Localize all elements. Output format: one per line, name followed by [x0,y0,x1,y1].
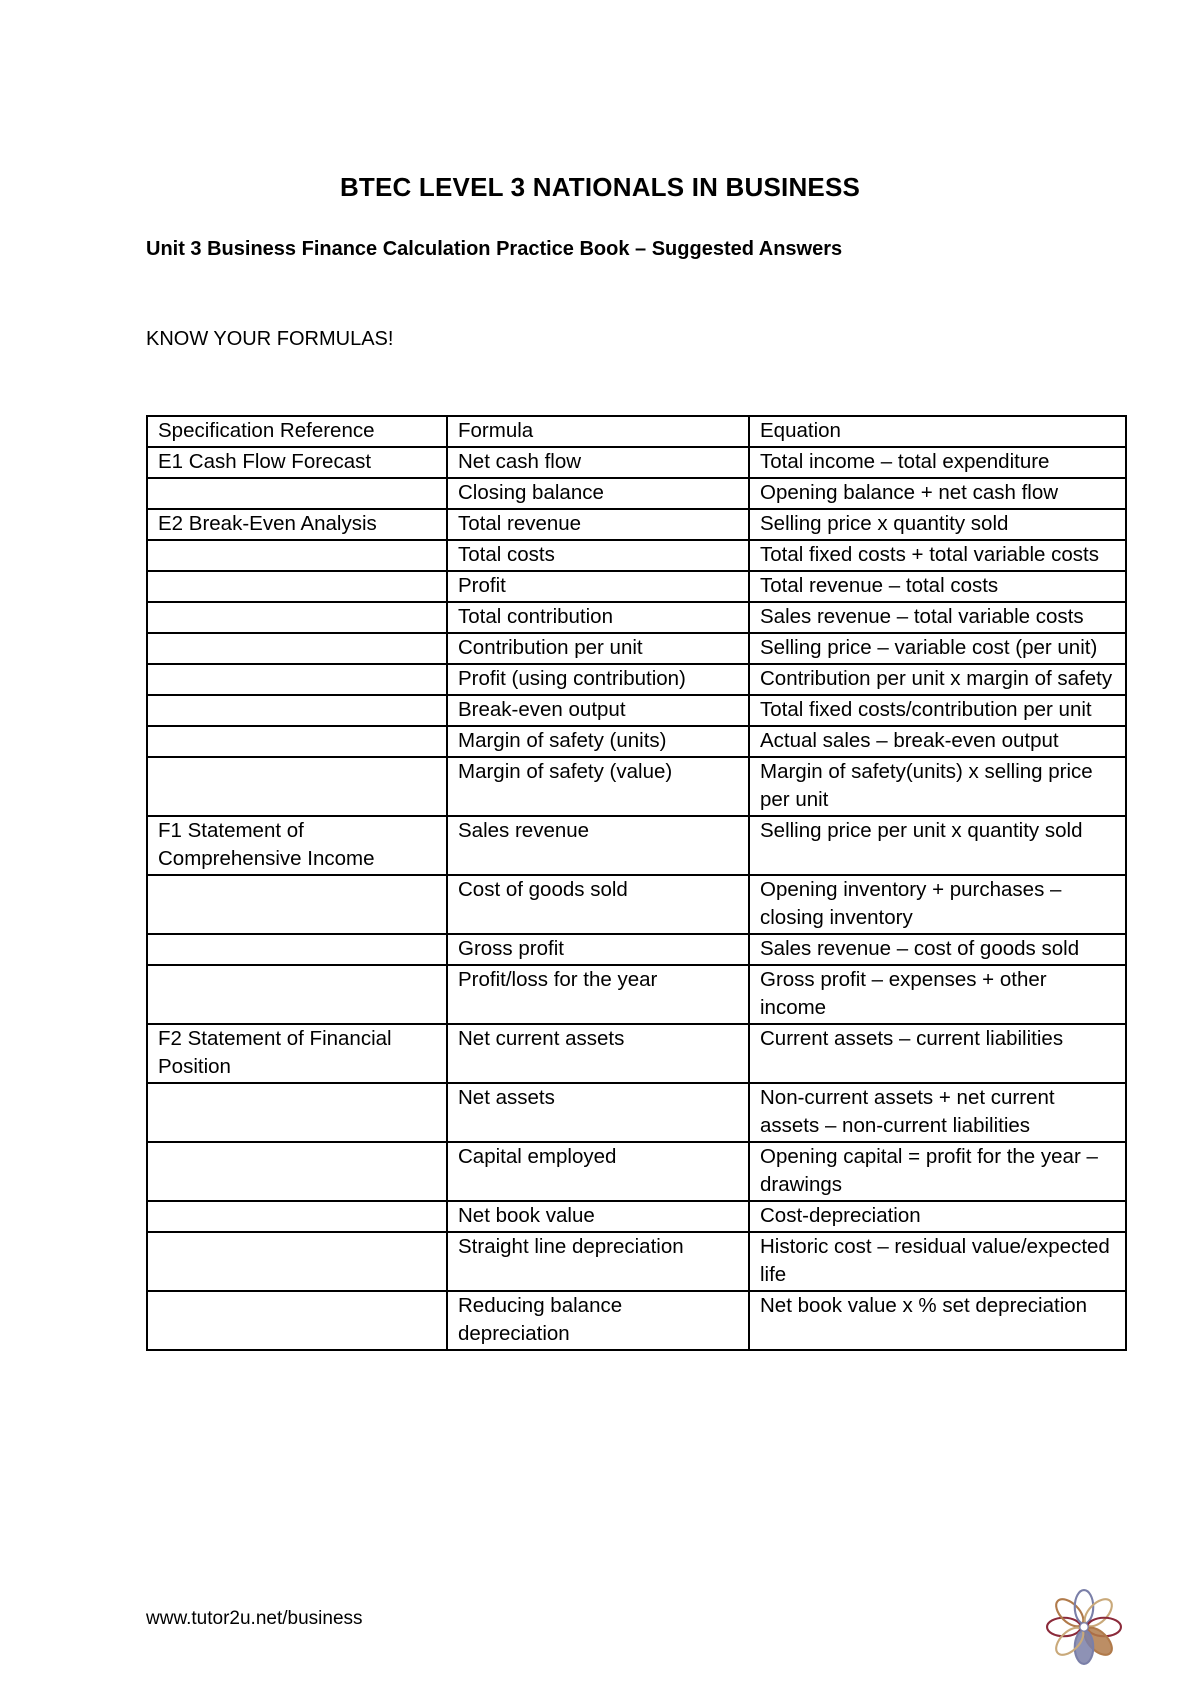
equation-cell: Total revenue – total costs [749,571,1126,602]
equation-cell: Sales revenue – total variable costs [749,602,1126,633]
table-header-row [147,416,1126,447]
equation-cell: Actual sales – break-even output [749,726,1126,757]
formula-cell: Margin of safety (value) [447,757,749,816]
formula-cell: Total revenue [447,509,749,540]
formula-cell: Margin of safety (units) [447,726,749,757]
formula-cell: Break-even output [447,695,749,726]
spec-reference-cell [147,1083,447,1142]
spec-reference-cell [147,695,447,726]
table-row [147,478,1126,509]
table-row [147,934,1126,965]
header-equation: Equation [749,416,1126,447]
formulas-table [146,415,1127,1351]
footer-url[interactable]: www.tutor2u.net/business [146,1608,363,1629]
formula-cell: Cost of goods sold [447,875,749,934]
spec-reference-cell [147,602,447,633]
page-subtitle: Unit 3 Business Finance Calculation Practice Book – Suggested Answers [146,238,843,260]
header-spec-reference: Specification Reference [147,416,447,447]
table-row [147,1083,1126,1142]
equation-cell: Total fixed costs + total variable costs [749,540,1126,571]
equation-cell: Selling price – variable cost (per unit) [749,633,1126,664]
table-row [147,540,1126,571]
equation-cell: Opening balance + net cash flow [749,478,1126,509]
spec-reference-cell: E2 Break-Even Analysis [147,509,447,540]
table-row [147,1024,1126,1083]
equation-cell: Opening capital = profit for the year – drawings [749,1142,1126,1201]
formula-cell: Profit [447,571,749,602]
table-row [147,447,1126,478]
spec-reference-cell [147,965,447,1024]
spec-reference-cell [147,726,447,757]
equation-cell: Total fixed costs/contribution per unit [749,695,1126,726]
table-row [147,726,1126,757]
table-row [147,1232,1126,1291]
formula-cell: Net current assets [447,1024,749,1083]
table-row [147,965,1126,1024]
flower-logo-icon [1042,1585,1126,1669]
formula-cell: Closing balance [447,478,749,509]
spec-reference-cell [147,540,447,571]
table-row [147,757,1126,816]
equation-cell: Opening inventory + purchases – closing inventory [749,875,1126,934]
table-row [147,816,1126,875]
header-formula: Formula [447,416,749,447]
formula-cell: Sales revenue [447,816,749,875]
formula-cell: Net book value [447,1201,749,1232]
table-row [147,571,1126,602]
spec-reference-cell: E1 Cash Flow Forecast [147,447,447,478]
formula-cell: Total costs [447,540,749,571]
spec-reference-cell [147,1142,447,1201]
page-title: BTEC LEVEL 3 NATIONALS IN BUSINESS [339,172,861,202]
equation-cell: Current assets – current liabilities [749,1024,1126,1083]
formula-cell: Capital employed [447,1142,749,1201]
section-heading: KNOW YOUR FORMULAS! [146,328,394,350]
table-row [147,695,1126,726]
formula-cell: Reducing balance depreciation [447,1291,749,1350]
formula-cell: Straight line depreciation [447,1232,749,1291]
spec-reference-cell: F1 Statement of Comprehensive Income [147,816,447,875]
formula-cell: Net assets [447,1083,749,1142]
table-row [147,1142,1126,1201]
spec-reference-cell [147,664,447,695]
spec-reference-cell [147,934,447,965]
equation-cell: Margin of safety(units) x selling price per unit [749,757,1126,816]
formula-cell: Total contribution [447,602,749,633]
spec-reference-cell [147,1291,447,1350]
equation-cell: Selling price x quantity sold [749,509,1126,540]
equation-cell: Selling price per unit x quantity sold [749,816,1126,875]
table-row [147,1201,1126,1232]
spec-reference-cell: F2 Statement of Financial Position [147,1024,447,1083]
table-row [147,1291,1126,1350]
spec-reference-cell [147,1201,447,1232]
table-row [147,602,1126,633]
table-row [147,875,1126,934]
spec-reference-cell [147,478,447,509]
equation-cell: Sales revenue – cost of goods sold [749,934,1126,965]
spec-reference-cell [147,875,447,934]
equation-cell: Gross profit – expenses + other income [749,965,1126,1024]
formula-cell: Contribution per unit [447,633,749,664]
equation-cell: Total income – total expenditure [749,447,1126,478]
formula-cell: Profit/loss for the year [447,965,749,1024]
table-row [147,664,1126,695]
equation-cell: Non-current assets + net current assets – non-current liabilities [749,1083,1126,1142]
table-row [147,509,1126,540]
equation-cell: Historic cost – residual value/expected life [749,1232,1126,1291]
table-row [147,633,1126,664]
equation-cell: Net book value x % set depreciation [749,1291,1126,1350]
formula-cell: Profit (using contribution) [447,664,749,695]
formula-cell: Gross profit [447,934,749,965]
spec-reference-cell [147,633,447,664]
spec-reference-cell [147,571,447,602]
equation-cell: Contribution per unit x margin of safety [749,664,1126,695]
formula-cell: Net cash flow [447,447,749,478]
spec-reference-cell [147,1232,447,1291]
equation-cell: Cost-depreciation [749,1201,1126,1232]
spec-reference-cell [147,757,447,816]
